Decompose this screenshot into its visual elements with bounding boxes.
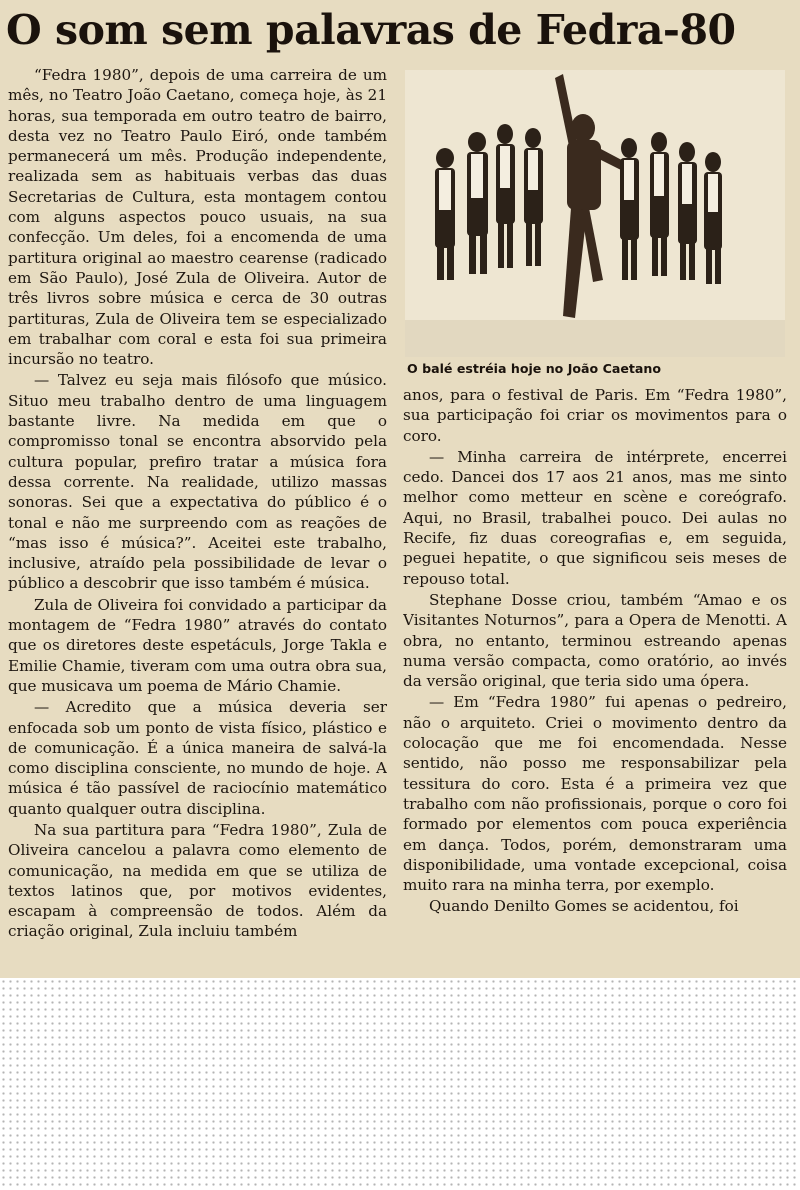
paragraph: — Em “Fedra 1980” fui apenas o pedreiro, não o arquiteto. Criei o movimento dentro da colocação que me foi encomendada. Nesse sentido, não posso me responsabilizar pela tessitura do coro. Esta é a primeira vez que trabalho com não profissionais, porque o coro foi formado por elementos com pouca experiência em dança. Todos, porém, demonstraram uma disponibilidade, uma vontade excepcional, coisa muito rara na minha terra, por exemplo. [403,693,787,895]
ballet-photo [405,70,785,357]
article-headline: O som sem palavras de Fedra-80 [6,6,736,54]
paragraph: — Acredito que a música deveria ser enfocada sob um ponto de vista físico, plástico e de comunicação. É a única maneira de salvá-la como disciplina consciente, no mundo de hoje. A música é tão passível de raciocínio matemático quanto qualquer outra disciplina. [8,698,387,818]
text-column-left [8,65,387,983]
text-column-right [403,385,787,983]
paragraph: — Minha carreira de intérprete, encerrei cedo. Dancei dos 17 aos 21 anos, mas me sinto melhor como metteur en scène e coreógrafo. Aqui, no Brasil, trabalhei pouco. Dei aulas no Recife, fiz duas coreografias e, em seguida, peguei hepatite, o que significou seis meses de repouso total. [403,447,787,588]
photo-caption: O balé estréia hoje no João Caetano [407,361,662,376]
paragraph: Zula de Oliveira foi convidado a participar da montagem de “Fedra 1980” através do contato que os diretores deste espetáculs, Jorge Takla e Emilie Chamie, tiveram com uma outra obra sua, que musicava um poema de Mário Chamie. [8,595,387,695]
paragraph: “Fedra 1980”, depois de uma carreira de um mês, no Teatro João Caetano, começa hoje, às 21 horas, sua temporada em outro teatro de bairro, desta vez no Teatro Paulo Eiró, onde também permanecerá um mês. Produção independente, realizada sem as habituais verbas das duas Secretarias de Cultura, esta montagem contou com alguns aspectos pouco usuais, na sua confecção. Um deles, foi a encomenda de uma partitura original ao maestro cearense (radicado em São Paulo), José Zula de Oliveira. Autor de três livros sobre música e cerca de 30 outras partituras, Zula de Oliveira tem se especializado em trabalhar com coral e esta foi sua primeira incursão no teatro. [8,66,387,369]
paragraph: Na sua partitura para “Fedra 1980”, Zula de Oliveira cancelou a palavra como elemento de comunicação, na medida em que se utiliza de textos latinos que, por motivos evidentes, escapam à compreensão de todos. Além da criação original, Zula incluiu também [8,820,387,941]
dancers-illustration [405,70,785,357]
paragraph: Quando Denilto Gomes se acidentou, foi [429,897,739,916]
paragraph: — Talvez eu seja mais filósofo que músico. Situo meu trabalho dentro de uma linguagem bastante livre. Na medida em que o compromisso tonal se encontra absorvido pela cultura popular, prefiro tratar a música fora dessa corrente. Na realidade, utilizo massas sonoras. Sei que a expectativa do público é o tonal e não me surpreendo com as reações de “mas isso é música?”. Aceitei este trabalho, inclusive, atraído pela possibilidade de levar o público a descobrir que isso também é música. [8,371,387,593]
paragraph: Stephane Dosse criou, também “Amao e os Visitantes Noturnos”, para a Opera de Menotti. A obra, no entanto, terminou estreando apenas numa versão compacta, como oratório, ao invés da versão original, que teria sido uma ópera. [403,590,787,691]
blank-dotted-area [0,978,800,1190]
paragraph: anos, para o festival de Paris. Em “Fedra 1980”, sua participação foi criar os movimentos para o coro. [403,386,787,445]
